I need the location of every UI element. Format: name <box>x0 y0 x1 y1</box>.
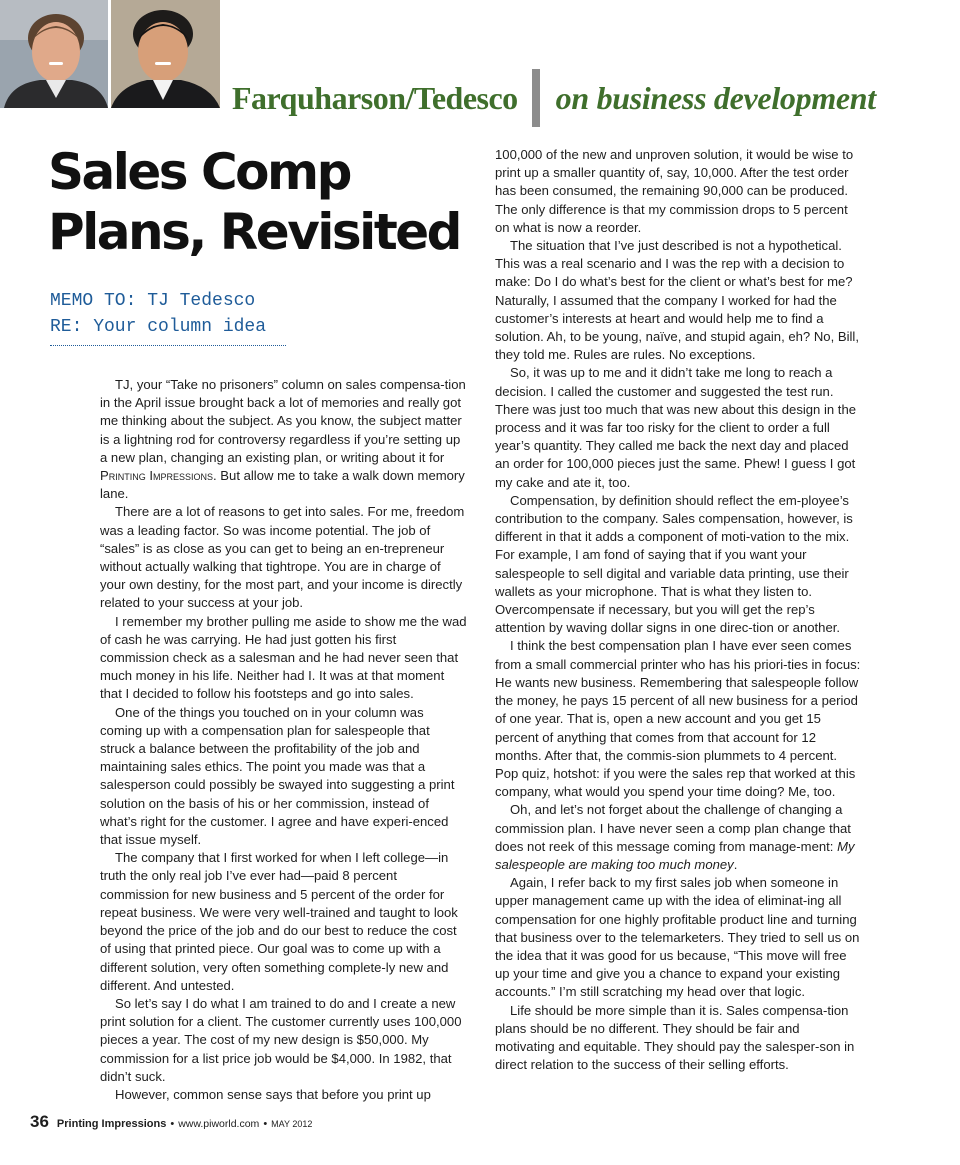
headline-line-1: Sales Comp <box>48 143 350 201</box>
body-paragraph: One of the things you touched on in your column was coming up with a compensation plan for salespeople that struck a balance between the profitability of the job and maintaining sales ethics. The point you made was that a salesperson could possibly be swayed into suggesting a print solution on the basis of his or her commission, instead of what’s right for the customer. I agree and have experi-enced that issue myself. <box>100 704 455 848</box>
memo-to: MEMO TO: TJ Tedesco <box>50 291 256 311</box>
footer-separator: • <box>170 1118 175 1130</box>
italic-quote: My salespeople are making too much money <box>495 838 855 872</box>
page-number: 36 <box>30 1112 49 1131</box>
author-photo-tedesco <box>111 0 220 108</box>
body-paragraph: So, it was up to me and it didn’t take me long to reach a decision. I called the customer and suggested the test run. There was just too much that was new about this design in the process and it was far too risky for the client to order a full year’s quantity. They called me back the next day and placed an order for 100,000 pieces just the same. Phew! I guess I got my cake and ate it, too. <box>495 365 857 490</box>
body-paragraph: So let’s say I do what I am trained to do and I create a new print solution for a client. The customer currently uses 100,000 pieces a year. The cost of my new design is $50,000. My commission for a list price job would be $4,000. In 1982, that didn’t suck. <box>100 995 462 1084</box>
body-paragraph: The situation that I’ve just described is not a hypothetical. This was a real scenario and I was the rep with a decision to make: Do I do what’s best for the client or what’s best for me? Naturally, I assumed that the company I worked for had the customer’s interests at heart and would help me to find a solution. Ah, to be young, naïve, and stupid again, eh? No, Bill, they told me. Rules are rules. No exceptions. <box>495 238 859 363</box>
author-names: Farquharson/Tedesco <box>232 79 518 116</box>
paragraph-text: TJ, your “Take no prisoners” column on sales compensa-tion in the April issue brought back a lot of memories and really got me thinking about the subject. As you know, the subject matter is a lightning rod for controversy regardless if you’re setting up a new plan, changing an existing plan, or writing about it for <box>100 377 466 465</box>
footer-website: www.piworld.com <box>178 1118 260 1130</box>
header-divider <box>532 69 540 127</box>
body-paragraph: Compensation, by definition should reflect the em-ployee’s contribution to the company. Sales compensation, however, is different in that it adds a component of moti-vation to the mix. For example, I am fond of saying that if you want your salespeople to sell digital and variable data printing, use their wallets as your microphone. That is what they listen to. Overcompensate if necessary, but you will get the rep’s attention by waving dollar signs in one direc-tion or another. <box>495 492 853 636</box>
body-paragraph: Again, I refer back to my first sales job when someone in upper management came up with the idea of eliminat-ing all compensation for one highly profitable product line and turning that business over to the telemarketers. They tried to sell us on the idea that it was good for us because, “This move will free up your time and give you a chance to expand your existing accounts.” I’m still scratching my head over that logic. <box>495 875 860 1000</box>
publication-reference: Printing Impressions <box>100 468 214 484</box>
body-paragraph: There are a lot of reasons to get into sales. For me, freedom was a leading factor. So was income potential. The job of “sales” is as close as you can get to being an en-trepreneur without actually walking that tightrope. You are in charge of your own destiny, for the most part, and your income is directly related to your success at your job. <box>100 504 465 611</box>
author-photo-farquharson <box>0 0 108 108</box>
memo-dotted-rule <box>50 345 286 346</box>
body-paragraph: 100,000 of the new and unproven solution, it would be wise to print up a smaller quantity of, say, 10,000. After the test order has been consumed, the remaining 90,000 can be produced. The only difference is that my commission drops to 5 percent on what is now a reorder. <box>495 147 854 235</box>
body-paragraph: I think the best compensation plan I have ever seen comes from a small commercial printer who has his priori-ties in focus: He wants new business. Remembering that salespeople follow the money, he pays 15 percent of all new business for a period of one year. That is, open a new account and you get 15 percent of anything that comes from that account for 12 months. After that, the commis-sion plummets to 4 percent. Pop quiz, hotshot: if you were the sales rep that worked at this company, what would you spend your time doing? Me, too. <box>495 638 861 800</box>
headline-line-2: Plans, Revisited <box>48 203 460 261</box>
body-paragraph: I remember my brother pulling me aside to show me the wad of cash he was carrying. He had just gotten his first commission check as a salesman and he had never seen that much money in his life. Neither had I. It was at that moment that I decided to follow his footsteps and go into sales. <box>100 613 467 702</box>
column-topic: on business development <box>555 79 876 116</box>
body-column-left <box>100 376 467 1104</box>
paragraph-text: . But allow me to take a walk down memory lane. <box>100 468 465 502</box>
paragraph-text: Oh, and let’s not forget about the challenge of changing a commission plan. I have never seen a comp plan change that does not reek of this message coming from manage-ment: <box>495 802 851 854</box>
footer-separator: • <box>263 1118 268 1130</box>
body-column-right <box>495 146 862 1074</box>
body-paragraph: The company that I first worked for when I left college—in truth the only real job I’ve ever had—paid 8 percent commission for new business and 5 percent of the order for repeat business. We were very well-trained and taught to look beyond the price of the job and do our best to reduce the cost of using that printed piece. Our goal was to come up with a different solution, very often something complete-ly new and different. And untested. <box>100 850 458 993</box>
page-footer <box>30 1112 312 1136</box>
body-paragraph: Life should be more simple than it is. Sales compensa-tion plans should be no different. They should be fair and motivating and equitable. They should pay the salesper-son in direct relation to the success of their selling efforts. <box>495 1002 855 1073</box>
article-headline <box>48 142 478 262</box>
body-paragraph: However, common sense says that before you print up <box>115 1086 431 1102</box>
body-paragraph <box>100 376 467 503</box>
memo-block <box>50 288 286 340</box>
paragraph-text: . <box>733 856 738 872</box>
publication-name: Printing Impressions <box>56 1118 167 1130</box>
footer-issue-date: MAY 2012 <box>271 1119 313 1129</box>
memo-re: RE: Your column idea <box>50 317 267 337</box>
column-header <box>232 74 876 122</box>
body-paragraph <box>495 801 862 874</box>
